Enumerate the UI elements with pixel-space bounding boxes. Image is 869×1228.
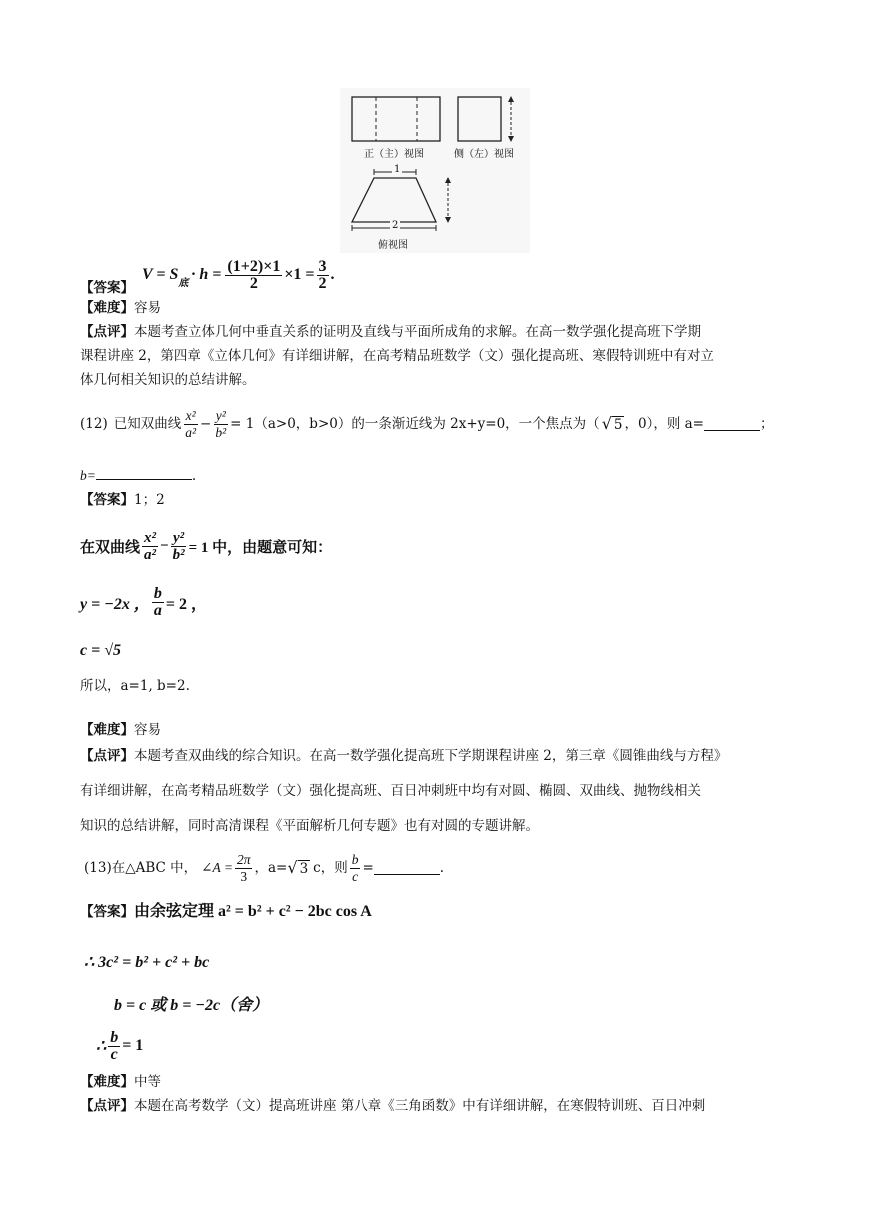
therefore: ∴ [96,1038,107,1055]
angle-a: ∠A = [201,860,233,875]
comment-text: 本题考查立体几何中垂直关系的证明及直线与平面所成角的求解。在高一数学强化提高班下学期 [134,324,701,340]
dim-top-label: 1 [394,164,401,175]
q12-b-line [80,466,196,486]
formula-lhs: V = S [142,266,179,283]
q11-comment-line1 [80,322,701,342]
difficulty-value: 中等 [134,1074,161,1090]
front-view-label: 正（主）视图 [364,149,424,160]
b-over-a: $\frac{b}{a}$ [153,584,162,619]
question-text-c: c，则 [313,860,348,876]
dim-bottom-label: 2 [392,220,399,231]
comment-text: 本题在高考数学（文）提高班讲座 第八章《三角函数》中有详细讲解，在寒假特训班、百日冲刺 [134,1098,706,1114]
difficulty-value: 容易 [134,722,161,738]
b-over-c [350,852,361,885]
answer-value: 1；2 [134,492,165,508]
period: . [439,860,445,876]
q12-answer [80,490,165,510]
sol-line4-post: = 1 [122,1037,144,1054]
q11-difficulty [80,298,161,318]
q12-solution-line2 [80,580,207,624]
question-text-b: ，a= [254,860,288,876]
angle-denominator: 3 [240,868,248,884]
condition-text: （a>0，b>0）的一条渐近线为 2x+y=0，一个焦点为（ [254,416,600,432]
side-view-label: 侧（左）视图 [454,149,514,160]
q12-comment-line2: 有详细讲解，在高考精品班数学（文）强化提高班、百日冲刺班中均有对圆、椭圆、双曲线、抛物线相关 [80,783,701,799]
semicolon: ； [759,416,774,432]
question-number: (12) [80,416,108,432]
result-numerator: 3 [318,257,327,275]
q12-solution-line4: 所以，a=1, b=2. [80,678,190,694]
comment-tag: 【点评】 [80,748,134,764]
q12-comment-line3: 知识的总结讲解，同时高清课程《平面解析几何专题》也有对圆的专题讲解。 [80,818,539,834]
angle-fraction [235,852,253,885]
angle-numerator: 2π [236,851,251,867]
q13-solution-line3: b = c 或 b = −2c（舍） [114,997,269,1014]
result-fraction [317,259,329,292]
comment-text: 本题考查双曲线的综合知识。在高一数学强化提高班下学期课程讲座 2，第三章《圆锥曲线与方程》 [134,748,728,764]
q12-question: (12) 已知双曲线 $\frac{\text{x²}}{\text{a²}}$ − $\frac{\text{y²}}{\text{b²}}$ = 1 （a>0，b>0）的一条渐近线为 2x+y=0，一个焦点为（ √ 5 ，0），则 a= ； [80,407,774,440]
q13-solution-line2: ∴ 3c² = b² + c² + bc [84,954,210,971]
q13-answer [80,902,372,922]
three-view-figure [340,88,530,253]
sol-line2: y = −2x ， [80,595,150,613]
formula-fraction [225,259,282,292]
difficulty-tag: 【难度】 [80,300,134,316]
q11-answer-line [80,258,134,298]
answer-tag: 【答案】 [80,280,134,296]
sqrt3: 3 [299,860,309,877]
q12-solution-line1: 在双曲线 $\frac{\text{x²}}{\text{a²}}$ − $\frac{\text{y²}}{\text{b²}}$ = 1 中，由题意可知： [80,529,333,563]
q11-comment-line3: 体几何相关知识的总结讲解。 [80,372,256,388]
ratio-numerator: b [351,851,359,867]
sol-line2-b: = 2 ， [165,595,208,613]
answer-tag: 【答案】 [80,492,134,508]
b-label: b= [80,468,96,483]
ratio-denominator: c [352,868,359,884]
sol-line1-post: = 1 中，由题意可知： [188,539,333,556]
q11-comment-line2: 课程讲座 2，第四章《立体几何》有详细讲解，在高考精品班数学（文）强化提高班、寒假特训班中有对立 [80,348,714,364]
sol-line1: 由余弦定理 a² = b² + c² − 2bc cos A [134,903,372,920]
sol-y2-over-b2: $\frac{\text{y²}}{\text{b²}}$ [172,529,185,563]
question-text-a: 已知双曲线 [113,416,182,432]
question-text-d: = [362,860,374,876]
q13-question: (13) 在△ABC 中， ∠A = $\frac{2\pi}{3}$ ，a= √ 3 c，则 $\frac{b}{c}$ = . [84,851,445,884]
formula-mid: · h = [191,266,222,283]
formula-sub: 底 [178,278,189,289]
q13-comment-line1 [80,1096,705,1116]
sol-line1-pre: 在双曲线 [80,539,141,556]
answer-blank[interactable] [374,862,440,875]
formula-denominator: 2 [249,274,258,292]
period: . [191,468,197,484]
equation-rest: = 1 [230,416,255,432]
q13-solution-line4 [96,1024,143,1068]
formula-times: ×1 = [284,266,315,283]
answer-tag: 【答案】 [80,904,134,920]
b-over-c-result: $\frac{b}{c}$ [110,1028,119,1063]
q12-solution-line3: c = √5 [80,642,121,659]
y2-over-b2: $\frac{\text{y²}}{\text{b²}}$ [215,407,227,440]
comment-tag: 【点评】 [80,324,134,340]
comment-tag: 【点评】 [80,1098,134,1114]
difficulty-value: 容易 [134,300,161,316]
three-view-drawing [340,88,530,253]
top-view-label: 俯视图 [378,240,408,251]
sqrt5: 5 [613,416,623,433]
question-text-a: 在△ABC 中， [111,860,198,876]
question-number: (13) [84,860,112,876]
answer-blank-a[interactable] [704,418,760,431]
answer-blank-b[interactable] [96,467,192,480]
x2-over-a2: $\frac{\text{x²}}{\text{a²}}$ [185,407,197,440]
difficulty-tag: 【难度】 [80,1074,134,1090]
q12-difficulty [80,720,161,740]
result-denominator: 2 [318,274,327,292]
sol-x2-over-a2: $\frac{\text{x²}}{\text{a²}}$ [144,529,157,563]
formula-numerator: (1+2)×1 [227,257,281,275]
difficulty-tag: 【难度】 [80,722,134,738]
q12-comment-line1 [80,746,727,766]
volume-formula: V = S 底 · h = $\frac{(1+2)\times 1}{2}$ ×1 = $\frac{3}{2}$ . [142,257,335,292]
question-text-b: ，0），则 a= [624,416,704,432]
q13-difficulty [80,1072,161,1092]
